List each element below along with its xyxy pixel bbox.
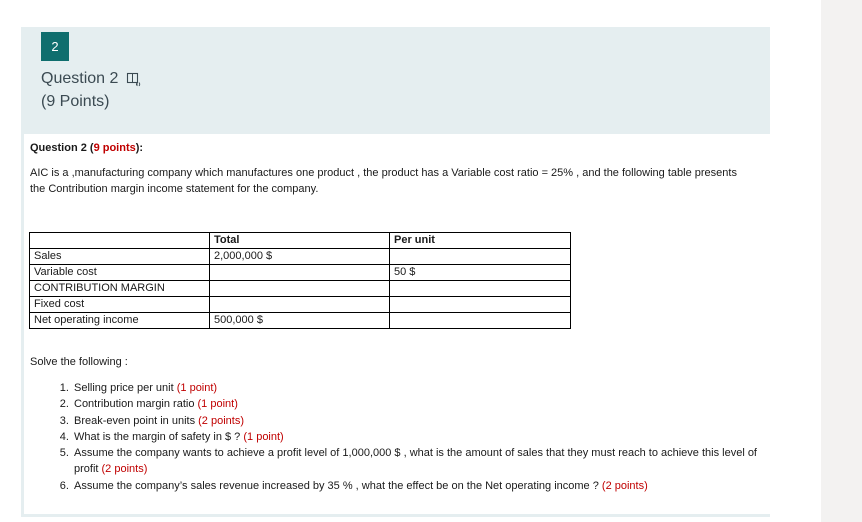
task-text: Assume the company wants to achieve a profit level of 1,000,000 $ , what is the amount of sales that they must reach to achieve this level of profit (74, 447, 757, 476)
question-heading (30, 142, 143, 154)
table-header-cell: Per unit (390, 233, 571, 249)
table-cell (210, 297, 390, 313)
task-points: (2 points) (198, 414, 244, 427)
solve-label: Solve the following : (30, 356, 128, 368)
table-cell: Net operating income (30, 313, 210, 329)
question-number-badge: 2 (41, 32, 69, 61)
table-cell (390, 313, 571, 329)
table-row (30, 265, 571, 281)
list-item (72, 413, 782, 429)
question-content (24, 134, 770, 514)
table-cell (390, 297, 571, 313)
table-cell (390, 281, 571, 297)
task-text: What is the margin of safety in $ ? (74, 430, 244, 443)
task-text: Contribution margin ratio (74, 398, 198, 411)
table-cell: Fixed cost (30, 297, 210, 313)
table-header-row (30, 233, 571, 249)
heading-suffix: ): (135, 142, 144, 154)
table-cell: Variable cost (30, 265, 210, 281)
question-intro: AIC is a ,manufacturing company which manufactures one product , the product has a Variable cost ratio = 25% , and the following table presents the Contribution margin income statement for the company. (30, 167, 737, 195)
task-text: Break-even point in units (74, 414, 199, 427)
heading-points: 9 points (93, 142, 136, 154)
task-points: (1 point) (176, 382, 218, 394)
question-card (21, 27, 770, 517)
table-cell (390, 249, 571, 265)
right-side-panel (821, 0, 862, 522)
income-statement-table (29, 232, 571, 329)
table-cell: 500,000 $ (210, 313, 390, 329)
task-points: (2 points) (101, 463, 148, 476)
task-list (48, 380, 782, 494)
list-item (72, 478, 782, 494)
table-cell: Sales (30, 249, 210, 265)
table-row (30, 297, 571, 313)
table-header-cell: Total (210, 233, 390, 249)
list-item (72, 445, 782, 478)
table-cell: 2,000,000 $ (210, 249, 390, 265)
task-points: (2 points) (601, 479, 648, 492)
task-points: (1 point) (197, 398, 238, 411)
question-title-text: Question 2 (41, 70, 119, 87)
list-item (72, 429, 782, 445)
immersive-reader-icon[interactable] (126, 71, 142, 87)
task-text: Assume the company’s sales revenue increased by 35 % , what the effect be on the Net operating income ? (74, 479, 602, 492)
table-row (30, 281, 571, 297)
task-text: Selling price per unit (74, 382, 177, 394)
question-points: (9 Points) (41, 93, 110, 110)
heading-prefix: Question 2 ( (30, 142, 94, 154)
table-cell: CONTRIBUTION MARGIN (30, 281, 210, 297)
table-cell (210, 265, 390, 281)
table-header-cell (30, 233, 210, 249)
list-item (72, 396, 782, 412)
list-item (72, 380, 782, 396)
question-title (41, 69, 142, 89)
table-cell: 50 $ (390, 265, 571, 281)
task-points: (1 point) (243, 430, 284, 443)
table-row (30, 249, 571, 265)
table-cell (210, 281, 390, 297)
table-row (30, 313, 571, 329)
